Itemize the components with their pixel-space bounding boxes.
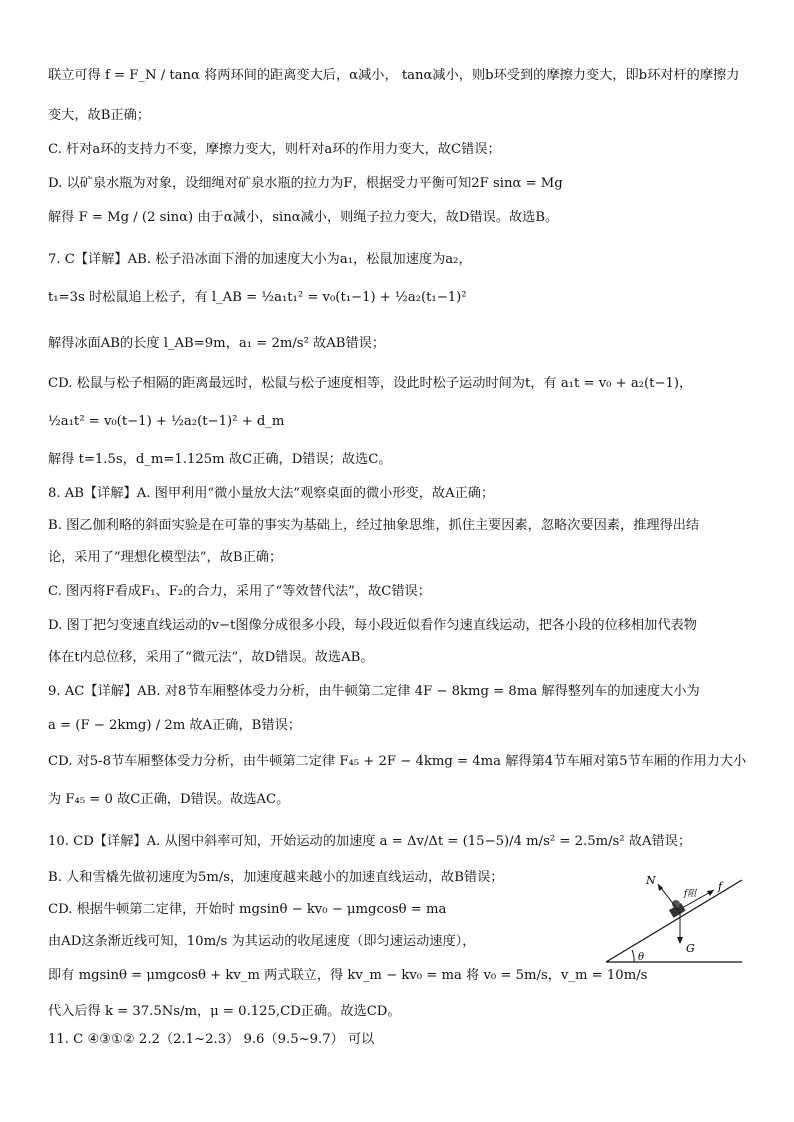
text-line: 10. CD【详解】A. 从图中斜率可知，开始运动的加速度 a = Δv/Δt = (15−5)/4 m/s² = 2.5m/s² 故A错误； [48,834,692,849]
label-f-drag: f阻 [684,889,697,899]
text-line: 体在t内总位移，采用了“微元法”，故D错误。故选AB。 [48,650,374,665]
text-line: 8. AB【详解】A. 图甲利用“微小量放大法”观察桌面的微小形变，故A正确； [48,486,495,501]
text-line: 解得冰面AB的长度 l_AB=9m，a₁ = 2m/s² 故AB错误； [48,336,386,351]
text-line: a = (F − 2kmg) / 2m 故A正确，B错误； [48,718,301,733]
text-line: 变大，故B正确； [48,108,151,123]
text-line: 解得 F = Mg / (2 sinα) 由于α减小，sinα减小，则绳子拉力变大，故D错误。故选B。 [48,210,559,225]
text-line: B. 图乙伽利略的斜面实验是在可靠的事实为基础上，经过抽象思维，抓住主要因素，忽略次要因素，推理得出结 [48,518,700,533]
text-line: 解得 t=1.5s，d_m=1.125m 故C正确，D错误；故选C。 [48,452,392,467]
text-line: C. 图丙将F看成F₁、F₂的合力，采用了“等效替代法”，故C错误； [48,584,431,599]
text-line: ½a₁t² = v₀(t−1) + ½a₂(t−1)² + d_m [48,414,285,429]
text-line: 联立可得 f = F_N / tanα 将两环间的距离变大后，α减小， tanα减小，则b环受到的摩擦力变大，即b环对杆的摩擦力 [48,68,740,83]
text-line: 为 F₄₅ = 0 故C正确，D错误。故选AC。 [48,792,290,807]
label-f: f [718,880,723,893]
text-line: C. 杆对a环的支持力不变，摩擦力变大，则杆对a环的作用力变大，故C错误； [48,142,501,157]
text-line: 代入后得 k = 37.5Ns/m，μ = 0.125,CD正确。故选CD。 [48,1004,401,1019]
text-line: B. 人和雪橇先做初速度为5m/s，加速度越来越小的加速直线运动，故B错误； [48,870,504,885]
angle-arc [632,950,634,962]
text-line: D. 图丁把匀变速直线运动的v−t图像分成很多小段，每小段近似看作匀速直线运动，把各小段的位移相加代表物 [48,618,697,633]
text-line: t₁=3s 时松鼠追上松子，有 l_AB = ½a₁t₁² = v₀(t₁−1) + ½a₂(t₁−1)² [48,290,467,305]
text-line: 论，采用了“理想化模型法”，故B正确； [48,550,283,565]
text-line: 11. C ④③①② 2.2（2.1~2.3） 9.6（9.5~9.7） 可以 [48,1032,375,1047]
text-line: CD. 松鼠与松子相隔的距离最远时，松鼠与松子速度相等，设此时松子运动时间为t，有 a₁t = v₀ + a₂(t−1)， [48,376,693,391]
text-line: 由AD这条渐近线可知，10m/s 为其运动的收尾速度（即匀速运动速度）， [48,934,476,949]
text-line: 7. C【详解】AB. 松子沿冰面下滑的加速度大小为a₁，松鼠加速度为a₂， [48,252,472,267]
label-G: G [686,942,695,955]
sled-force-diagram [604,870,744,966]
text-line: D. 以矿泉水瓶为对象，设细绳对矿泉水瓶的拉力为F，根据受力平衡可知2F sinα = Mg [48,176,563,191]
text-line: 即有 mgsinθ = μmgcosθ + kv_m 两式联立，得 kv_m − kv₀ = ma 将 v₀ = 5m/s，v_m = 10m/s [48,968,648,983]
label-theta: θ [638,952,645,963]
text-line: CD. 对5-8节车厢整体受力分析，由牛顿第二定律 F₄₅ + 2F − 4kmg = 4ma 解得第4节车厢对第5节车厢的作用力大小 [48,754,747,769]
text-line: CD. 根据牛顿第二定律，开始时 mgsinθ − kv₀ − μmgcosθ = ma [48,902,447,917]
label-N: N [646,874,656,887]
text-line: 9. AC【详解】AB. 对8节车厢整体受力分析，由牛顿第二定律 4F − 8kmg = 8ma 解得整列车的加速度大小为 [48,684,700,699]
